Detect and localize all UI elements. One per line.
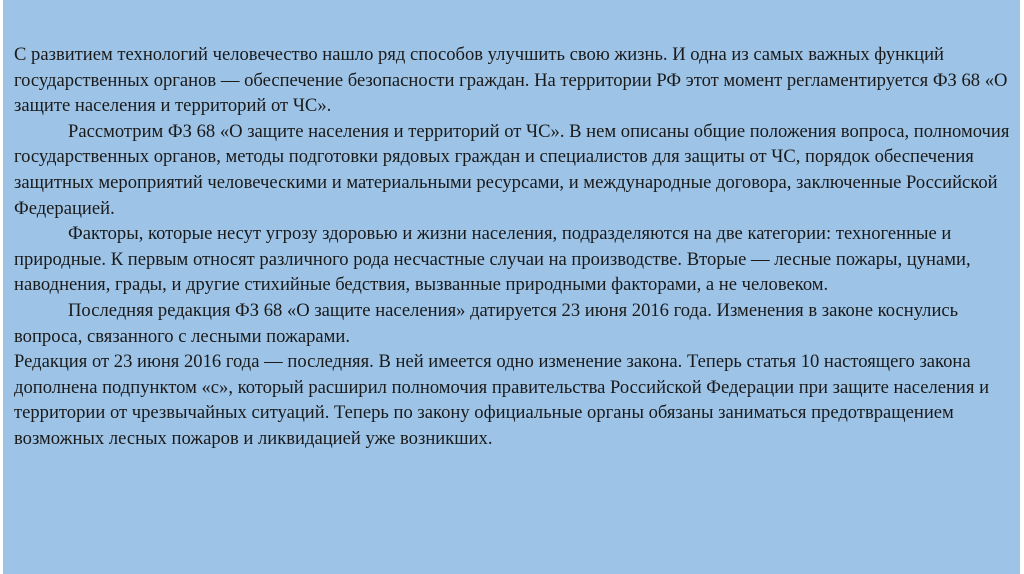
paragraph-revision-details: Редакция от 23 июня 2016 года — последняя. В ней имеется одно изменение закона. Теперь статья 10 настоящего закона дополнена подпунктом «с», который расширил полномочия правительства Российской Федерации при защите населения и территории от чрезвычайных ситуаций. Теперь по закону официальные органы обязаны заниматься предотвращением возможных лесных пожаров и ликвидацией уже возникших. <box>14 351 990 449</box>
slide-text-block <box>14 42 1014 452</box>
paragraph-intro: С развитием технологий человечество нашло ряд способов улучшить свою жизнь. И одна из самых важных функций государственных органов — обеспечение безопасности граждан. На территории РФ этот момент регламентируется ФЗ 68 «О защите населения и территорий от ЧС». <box>14 44 1008 117</box>
paragraph-overview: Рассмотрим ФЗ 68 «О защите населения и территорий от ЧС». В нем описаны общие положения вопроса, полномочия государственных органов, методы подготовки рядовых граждан и специалистов для защиты от ЧС, порядок обеспечения защитных мероприятий человеческими и материальными ресурсами, и международные договора, заключенные Российской Федерацией. <box>14 120 1010 219</box>
slide-background <box>3 0 1020 574</box>
paragraph-factors: Факторы, которые несут угрозу здоровью и жизни населения, подразделяются на две категории: техногенные и природные. К первым относят различного рода несчастные случаи на производстве. Вторые — лесные пожары, цунами, наводнения, грады, и другие стихийные бедствия, вызванные природными факторами, а не человеком. <box>14 223 971 296</box>
paragraph-last-revision: Последняя редакция ФЗ 68 «О защите населения» датируется 23 июня 2016 года. Изменения в законе коснулись вопроса, связанного с лесными пожарами. <box>14 299 959 347</box>
